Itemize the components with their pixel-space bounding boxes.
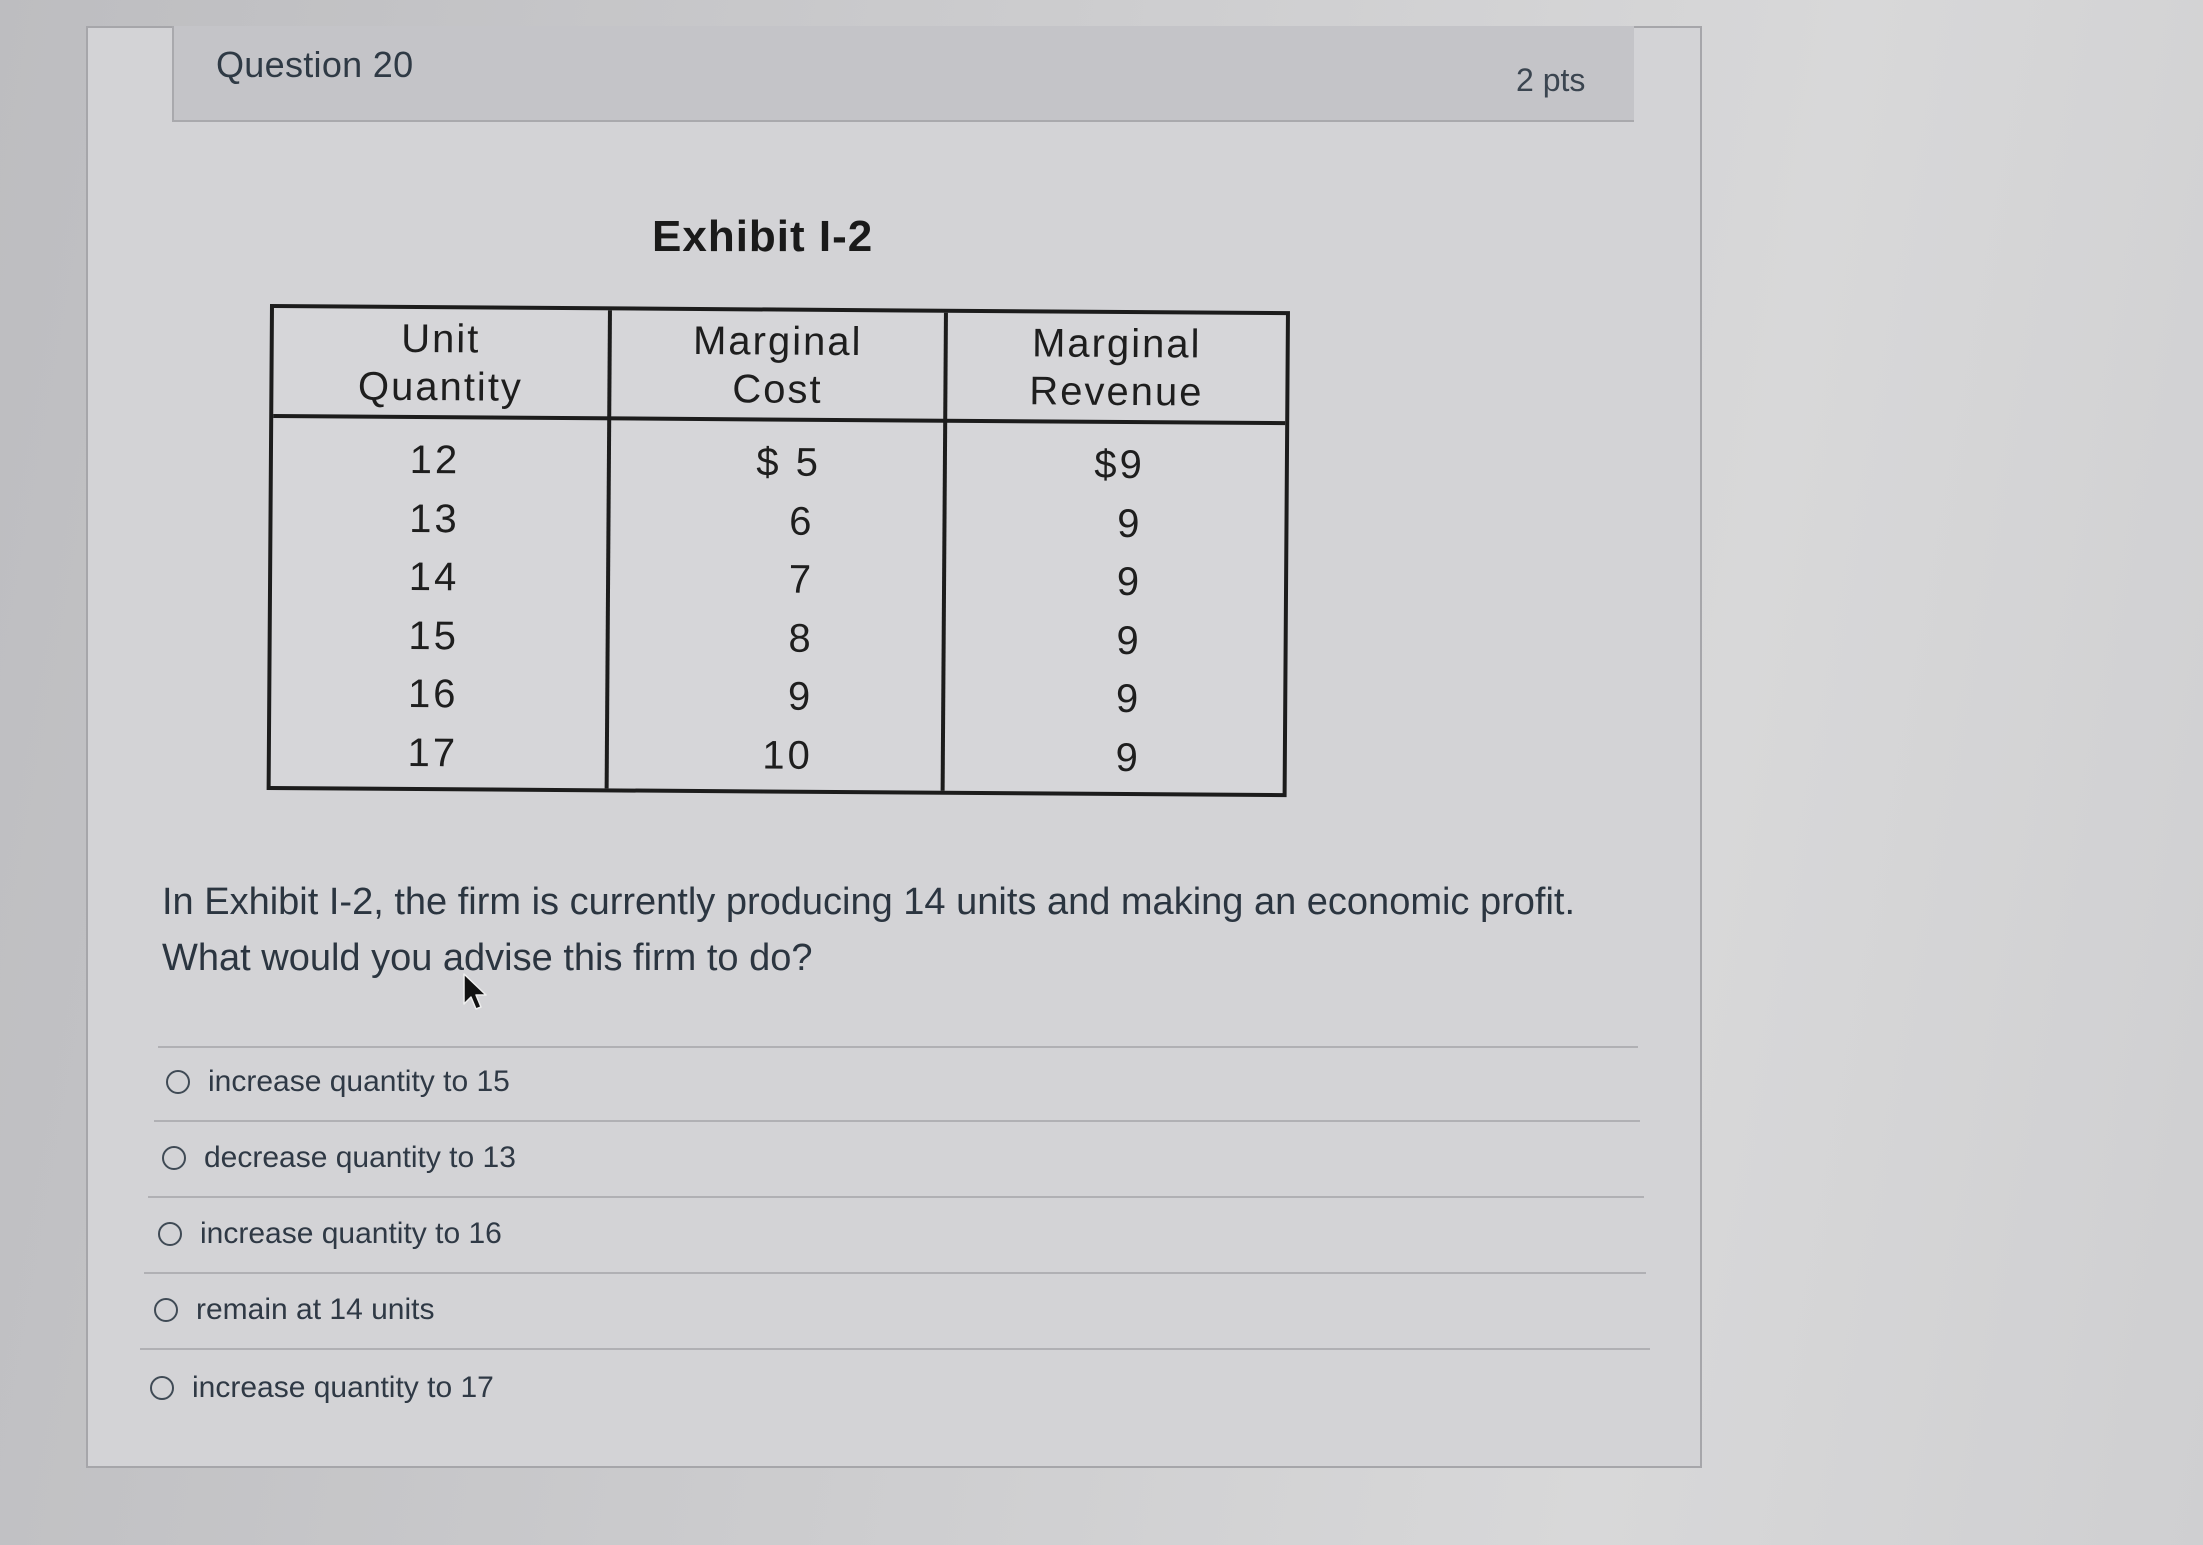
marginal-cost-cell: 8: [788, 616, 814, 661]
answer-option[interactable]: [166, 1058, 510, 1106]
header-line: Marginal: [1031, 321, 1202, 367]
marginal-cost-cells: [609, 432, 943, 785]
header-marginal-cost: [611, 316, 944, 414]
quantity-cell: 14: [408, 554, 460, 600]
marginal-revenue-cell: 9: [1116, 559, 1143, 605]
question-text: In Exhibit I-2, the firm is currently producing 14 units and making an economic profit. What would you advise this firm to do?: [162, 881, 1576, 979]
answer-label: remain at 14 units: [196, 1293, 435, 1326]
answer-label: increase quantity to 17: [192, 1371, 494, 1404]
marginal-revenue-cell: 9: [1115, 735, 1142, 780]
question-title: Question 20: [216, 44, 414, 85]
marginal-revenue-cell: 9: [1117, 501, 1143, 546]
answer-option[interactable]: [154, 1286, 434, 1334]
cursor-arrow-icon: [462, 972, 488, 1012]
points-label: 2 pts: [1516, 62, 1586, 98]
header-line: Marginal: [692, 318, 863, 365]
header-unit-quantity: [273, 314, 608, 412]
header-line: Quantity: [357, 364, 524, 410]
quantity-cell: 12: [409, 437, 461, 483]
header-line: Cost: [732, 367, 823, 412]
column-marginal-cost: [609, 310, 948, 790]
answer-label: decrease quantity to 13: [204, 1141, 516, 1174]
marginal-cost-cell: 7: [788, 557, 815, 602]
quantity-cell: 15: [408, 613, 460, 658]
exhibit-table: [267, 304, 1290, 797]
marginal-cost-cell: 10: [762, 732, 814, 778]
quantity-cell: 13: [409, 496, 460, 541]
header-line: Unit: [401, 316, 481, 362]
radio-button[interactable]: [150, 1376, 174, 1400]
divider: [140, 1348, 1650, 1350]
marginal-revenue-cell: 9: [1116, 618, 1142, 663]
radio-button[interactable]: [154, 1298, 178, 1322]
marginal-revenue-cell: $9: [1094, 442, 1146, 488]
marginal-revenue-cell: 9: [1115, 676, 1142, 722]
divider: [144, 1272, 1646, 1274]
radio-button[interactable]: [158, 1222, 182, 1246]
marginal-cost-cell: 6: [789, 499, 815, 544]
exhibit-title: Exhibit I-2: [652, 212, 874, 261]
marginal-cost-cell: 9: [787, 674, 814, 719]
answer-label: increase quantity to 15: [208, 1065, 510, 1098]
radio-button[interactable]: [166, 1070, 190, 1094]
divider: [158, 1046, 1638, 1048]
quantity-cell: 16: [407, 671, 459, 717]
header-marginal-revenue: [947, 319, 1286, 417]
marginal-cost-cell: $ 5: [756, 440, 822, 485]
answer-option[interactable]: [158, 1210, 502, 1258]
marginal-revenue-cells: [945, 435, 1285, 788]
radio-button[interactable]: [162, 1146, 186, 1170]
quantity-cell: 17: [407, 730, 459, 775]
answer-option[interactable]: [150, 1364, 494, 1412]
header-line: Revenue: [1029, 369, 1204, 415]
column-unit-quantity: [271, 308, 612, 788]
answer-option[interactable]: [162, 1134, 516, 1182]
answer-label: increase quantity to 16: [200, 1217, 502, 1250]
divider: [154, 1120, 1640, 1122]
quantity-cells: [271, 430, 607, 783]
divider: [148, 1196, 1644, 1198]
column-marginal-revenue: [945, 313, 1286, 793]
